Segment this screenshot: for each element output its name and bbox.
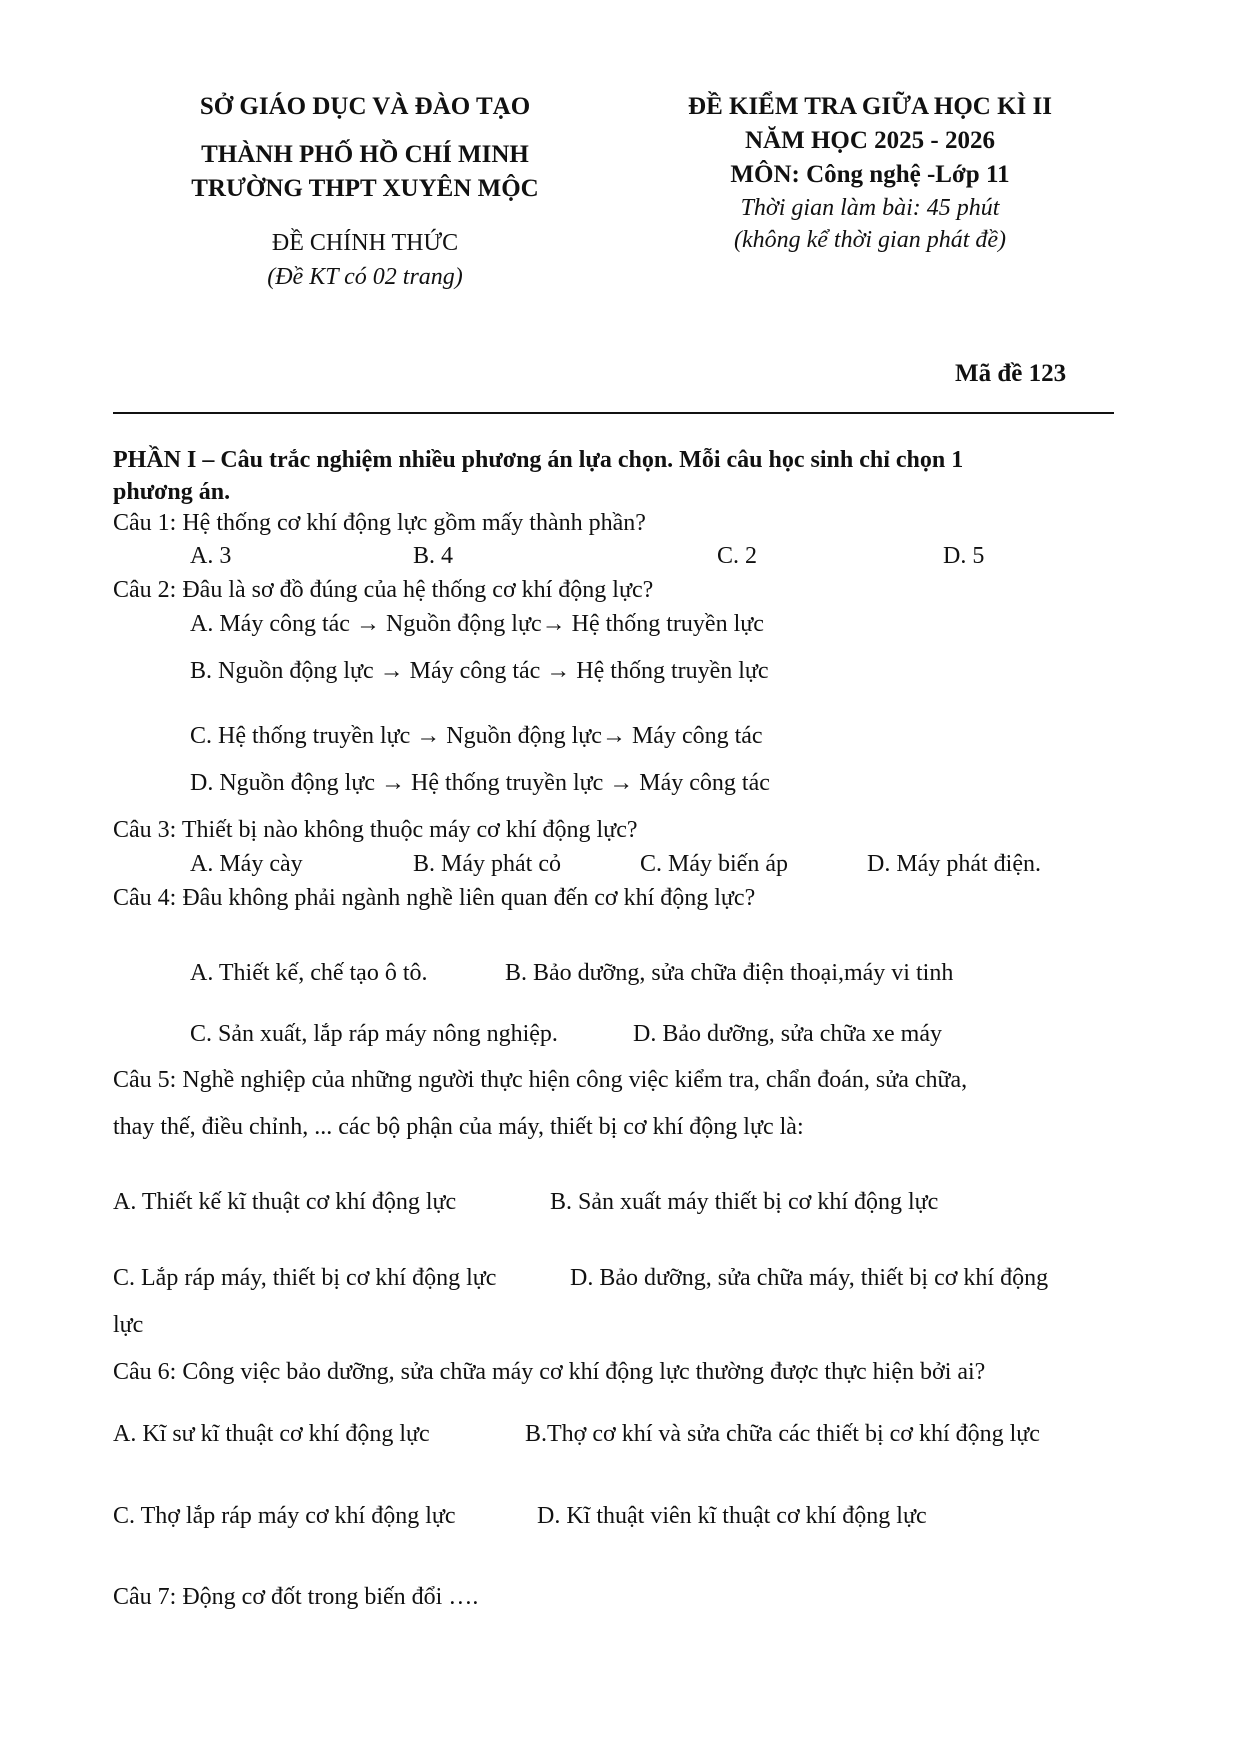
- part1-title-line2: phương án.: [113, 479, 231, 505]
- q6-option-b: B.Thợ cơ khí và sửa chữa các thiết bị cơ khí động lực: [525, 1421, 1040, 1447]
- q5-option-b: B. Sản xuất máy thiết bị cơ khí động lực: [550, 1189, 939, 1215]
- q1-option-c: C. 2: [717, 543, 758, 569]
- exam-duration: Thời gian làm bài: 45 phút: [740, 195, 1000, 221]
- exam-code: Mã đề 123: [955, 360, 1067, 387]
- q2-option-b: B. Nguồn động lực → Máy công tác → Hệ thống truyền lực: [190, 658, 769, 684]
- question-2: Câu 2: Đâu là sơ đồ đúng của hệ thống cơ khí động lực?: [113, 577, 654, 603]
- department-name: SỞ GIÁO DỤC VÀ ĐÀO TẠO: [199, 93, 531, 120]
- official-label: ĐỀ CHÍNH THỨC: [271, 230, 459, 256]
- q5-option-a: A. Thiết kế kĩ thuật cơ khí động lực: [113, 1189, 457, 1215]
- exam-title: ĐỀ KIỂM TRA GIỮA HỌC KÌ II: [688, 93, 1052, 120]
- q5-option-c: C. Lắp ráp máy, thiết bị cơ khí động lực: [113, 1265, 497, 1291]
- q2-option-c: C. Hệ thống truyền lực → Nguồn động lực→ Máy công tác: [190, 723, 763, 749]
- q2-option-a: A. Máy công tác → Nguồn động lực→ Hệ thống truyền lực: [190, 611, 764, 637]
- page-count: (Đề KT có 02 trang): [267, 264, 463, 290]
- q6-option-a: A. Kĩ sư kĩ thuật cơ khí động lực: [113, 1421, 430, 1447]
- q1-option-b: B. 4: [413, 543, 454, 569]
- q2-option-d: D. Nguồn động lực → Hệ thống truyền lực → Máy công tác: [190, 770, 770, 796]
- q3-option-a: A. Máy cày: [190, 851, 303, 877]
- q4-option-d: D. Bảo dưỡng, sửa chữa xe máy: [633, 1021, 942, 1047]
- q3-option-c: C. Máy biến áp: [640, 851, 788, 877]
- duration-note: (không kể thời gian phát đề): [733, 227, 1007, 253]
- q3-option-d: D. Máy phát điện.: [867, 851, 1041, 877]
- city-name: THÀNH PHỐ HỒ CHÍ MINH: [201, 141, 529, 168]
- question-1: Câu 1: Hệ thống cơ khí động lực gồm mấy thành phần?: [113, 510, 646, 536]
- part1-title-line1: PHẦN I – Câu trắc nghiệm nhiều phương án lựa chọn. Mỗi câu học sinh chỉ chọn 1: [113, 447, 964, 473]
- question-5-line1: Câu 5: Nghề nghiệp của những người thực hiện công việc kiểm tra, chẩn đoán, sửa chữa,: [113, 1067, 968, 1093]
- q6-option-c: C. Thợ lắp ráp máy cơ khí động lực: [113, 1503, 456, 1529]
- q1-option-d: D. 5: [943, 543, 985, 569]
- question-7: Câu 7: Động cơ đốt trong biến đổi ….: [113, 1584, 479, 1610]
- subject: MÔN: Công nghệ -Lớp 11: [730, 161, 1010, 188]
- q3-option-b: B. Máy phát cỏ: [413, 851, 561, 877]
- q5-option-d-line1: D. Bảo dưỡng, sửa chữa máy, thiết bị cơ khí động: [570, 1265, 1049, 1291]
- q4-option-c: C. Sản xuất, lắp ráp máy nông nghiệp.: [190, 1021, 558, 1047]
- school-year: NĂM HỌC 2025 - 2026: [745, 127, 995, 154]
- q4-option-a: A. Thiết kế, chế tạo ô tô.: [190, 960, 428, 986]
- q5-option-d-line2: lực: [113, 1312, 144, 1338]
- school-name: TRƯỜNG THPT XUYÊN MỘC: [191, 175, 539, 202]
- header-divider: [113, 412, 1114, 414]
- question-3: Câu 3: Thiết bị nào không thuộc máy cơ khí động lực?: [113, 817, 638, 843]
- q1-option-a: A. 3: [190, 543, 232, 569]
- q6-option-d: D. Kĩ thuật viên kĩ thuật cơ khí động lực: [537, 1503, 927, 1529]
- q4-option-b: B. Bảo dưỡng, sửa chữa điện thoại,máy vi tinh: [505, 960, 954, 986]
- question-4: Câu 4: Đâu không phải ngành nghề liên quan đến cơ khí động lực?: [113, 885, 756, 911]
- header-right: [650, 90, 1090, 256]
- question-6: Câu 6: Công việc bảo dưỡng, sửa chữa máy cơ khí động lực thường được thực hiện bởi ai?: [113, 1359, 986, 1385]
- header-left: [150, 90, 580, 294]
- question-5-line2: thay thế, điều chỉnh, ... các bộ phận của máy, thiết bị cơ khí động lực là:: [113, 1114, 804, 1140]
